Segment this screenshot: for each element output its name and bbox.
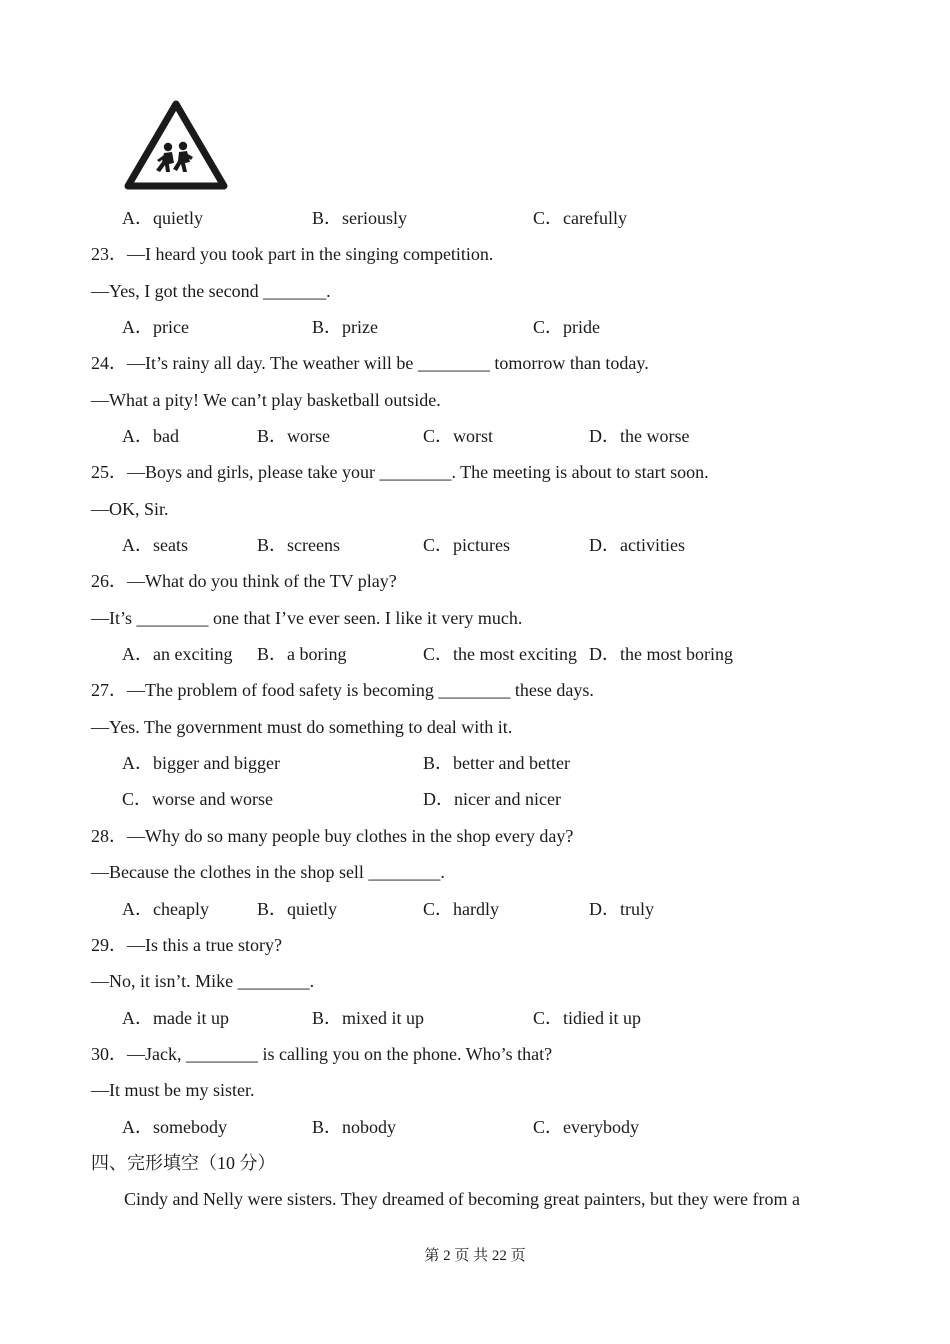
q29-reply: —No, it isn’t. Mike ________. — [91, 971, 315, 991]
q24-option-c: C．worst — [423, 426, 494, 446]
q25-option-c: C．pictures — [423, 535, 510, 555]
q25-option-a: A．seats — [122, 535, 188, 555]
page-footer: 第 2 页 共 22 页 — [424, 1248, 526, 1264]
q22-option-a: A．quietly — [122, 208, 203, 228]
q23-question: 23．—I heard you took part in the singing competition. — [91, 244, 494, 264]
children-crossing-sign-image — [124, 100, 228, 192]
q28-reply: —Because the clothes in the shop sell ________. — [91, 862, 445, 882]
section-heading: 四、完形填空（10 分） — [91, 1153, 276, 1173]
q25-reply: —OK, Sir. — [91, 499, 169, 519]
q23-option-c: C．pride — [533, 317, 600, 337]
q27-question: 27．—The problem of food safety is becoming ________ these days. — [91, 680, 594, 700]
q28-option-b: B．quietly — [257, 899, 337, 919]
q25-question: 25．—Boys and girls, please take your ________. The meeting is about to start soon. — [91, 462, 709, 482]
q24-reply: —What a pity! We can’t play basketball outside. — [91, 390, 441, 410]
q30-option-c: C．everybody — [533, 1117, 639, 1137]
q27-reply: —Yes. The government must do something to deal with it. — [91, 717, 513, 737]
q24-question: 24．—It’s rainy all day. The weather will be ________ tomorrow than today. — [91, 353, 649, 373]
q27-option-a: A．bigger and bigger — [122, 753, 280, 773]
q26-option-d: D．the most boring — [589, 644, 733, 664]
q28-option-a: A．cheaply — [122, 899, 209, 919]
q24-option-a: A．bad — [122, 426, 179, 446]
q30-reply: —It must be my sister. — [91, 1080, 255, 1100]
q28-option-c: C．hardly — [423, 899, 499, 919]
q30-option-b: B．nobody — [312, 1117, 397, 1137]
q28-question: 28．—Why do so many people buy clothes in the shop every day? — [91, 826, 574, 846]
q24-option-d: D．the worse — [589, 426, 690, 446]
q26-option-c: C．the most exciting — [423, 644, 577, 664]
q23-option-a: A．price — [122, 317, 189, 337]
q26-option-a: A．an exciting — [122, 644, 233, 664]
q25-option-d: D．activities — [589, 535, 685, 555]
q28-option-d: D．truly — [589, 899, 654, 919]
q30-option-a: A．somebody — [122, 1117, 227, 1137]
q23-reply: —Yes, I got the second _______. — [91, 281, 331, 301]
q22-option-b: B．seriously — [312, 208, 408, 228]
q29-option-a: A．made it up — [122, 1008, 229, 1028]
q27-option-c: C．worse and worse — [122, 789, 273, 809]
q24-option-b: B．worse — [257, 426, 330, 446]
q27-option-b: B．better and better — [423, 753, 570, 773]
q27-option-d: D．nicer and nicer — [423, 789, 561, 809]
q23-option-b: B．prize — [312, 317, 378, 337]
cloze-paragraph: Cindy and Nelly were sisters. They dreamed of becoming great painters, but they were from a — [124, 1189, 800, 1209]
q25-option-b: B．screens — [257, 535, 340, 555]
q29-question: 29．—Is this a true story? — [91, 935, 282, 955]
q29-option-b: B．mixed it up — [312, 1008, 424, 1028]
q29-option-c: C．tidied it up — [533, 1008, 641, 1028]
q30-question: 30．—Jack, ________ is calling you on the phone. Who’s that? — [91, 1044, 553, 1064]
q26-option-b: B．a boring — [257, 644, 347, 664]
q26-reply: —It’s ________ one that I’ve ever seen. I like it very much. — [91, 608, 523, 628]
q26-question: 26．—What do you think of the TV play? — [91, 571, 397, 591]
q22-option-c: C．carefully — [533, 208, 627, 228]
